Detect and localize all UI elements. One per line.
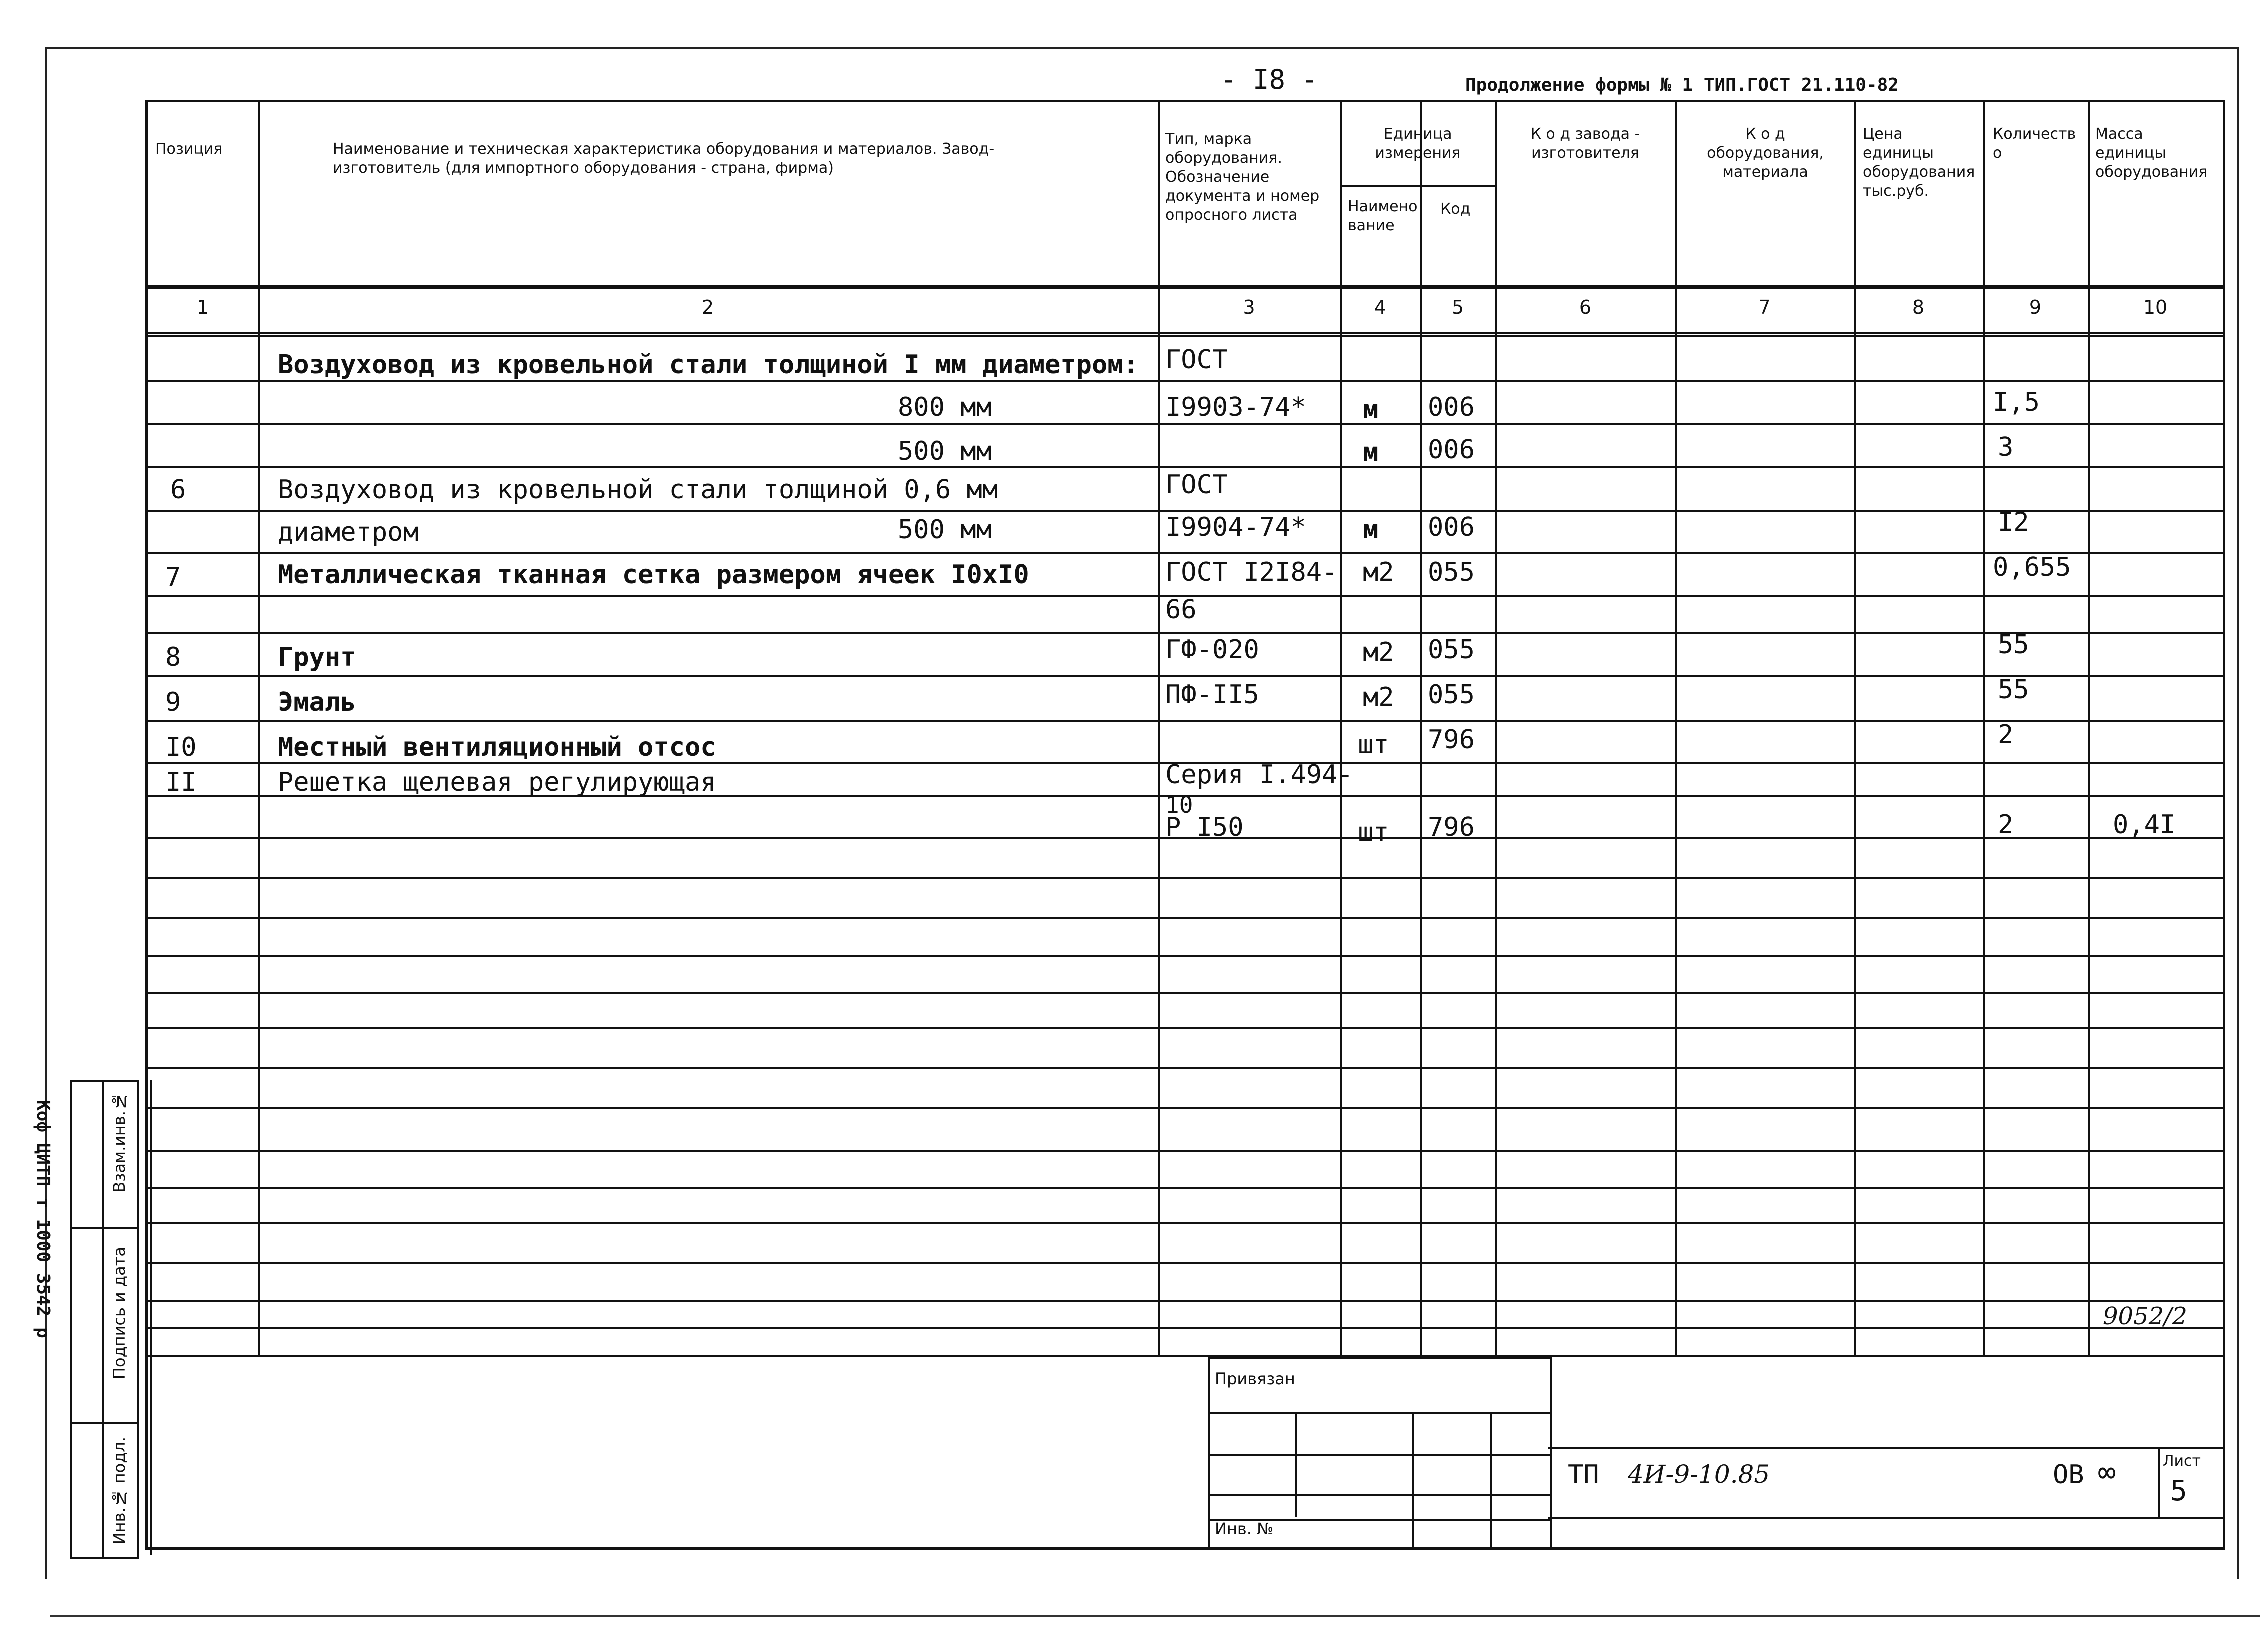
row-13-unit: шт	[1358, 818, 1389, 848]
row-9-qty: 55	[1998, 675, 2029, 705]
row-3-qty: 3	[1998, 432, 2014, 462]
row-8-pos: 8	[165, 642, 181, 672]
row-8-type: ГФ-020	[1165, 635, 1259, 665]
header-name: Наименование и техническая характеристика оборудования и материалов. Завод-изготовитель (для импортного оборудования - страна, фирма)	[333, 140, 995, 177]
header-unit-code: Код	[1440, 200, 1471, 218]
row-6-code: 055	[1428, 558, 1475, 588]
privyazan-box	[1208, 1358, 1552, 1549]
form-continuation: Продолжение формы № 1 ТИП.ГОСТ 21.110-82	[1465, 75, 1899, 96]
header-mass: Масса единицы оборудования	[2095, 126, 2208, 181]
row-3-unit: м	[1363, 438, 1379, 468]
colnum-2: 2	[701, 296, 714, 318]
row-10-pos: I0	[165, 732, 197, 762]
row-3-code: 006	[1428, 435, 1475, 465]
inv-label: Инв.№ подл.	[110, 1437, 129, 1545]
row-8-code: 055	[1428, 635, 1475, 665]
header-unit-name: Наименование	[1348, 198, 1418, 234]
row-13-code: 796	[1428, 812, 1475, 842]
infinity-icon: ∞	[2098, 1455, 2116, 1490]
row-6-unit: м2	[1363, 558, 1394, 588]
row-11-pos: II	[165, 768, 197, 798]
row-13-type: Р I50	[1165, 812, 1244, 842]
row-8-qty: 55	[1998, 630, 2029, 660]
row-10-unit: шт	[1358, 730, 1389, 760]
inv-no-label: Инв. №	[1215, 1520, 1274, 1538]
doc-code: 4И-9-10.85	[1628, 1460, 1770, 1489]
colnum-10: 10	[2143, 296, 2168, 318]
row-9-name: Эмаль	[278, 688, 356, 718]
header-price: Цена единицы оборудования тыс.руб.	[1863, 126, 1975, 200]
colnum-9: 9	[2029, 296, 2042, 318]
colnum-6: 6	[1579, 296, 1592, 318]
row-11-name: Решетка щелевая регулирующая	[278, 768, 716, 798]
privyazan-label: Привязан	[1215, 1370, 1295, 1388]
row-2-type: I9903-74*	[1165, 392, 1306, 422]
ov-label: ОВ	[2053, 1460, 2084, 1490]
row-6-type: ГОСТ I2I84-	[1165, 558, 1338, 588]
row-8-name: Грунт	[278, 642, 356, 672]
row-2-name: 800 мм	[898, 392, 992, 422]
row-13-mass: 0,4I	[2113, 810, 2176, 840]
page-number: - I8 -	[1220, 64, 1318, 96]
header-position: Позиция	[155, 140, 223, 158]
row-3-name: 500 мм	[898, 436, 992, 466]
row-8-unit: м2	[1363, 638, 1394, 668]
row-6-qty: 0,655	[1993, 552, 2071, 582]
sheet-number: 5	[2170, 1475, 2187, 1508]
row-10-code: 796	[1428, 725, 1475, 755]
header-type: Тип, марка оборудования. Обозначение документа и номер опросного листа	[1165, 130, 1320, 224]
row-1-type: ГОСТ	[1165, 345, 1228, 375]
row-6-name: Металлическая тканная сетка размером ячеек I0xI0	[278, 560, 1029, 590]
colnum-1: 1	[196, 296, 209, 318]
tp-label: ТП	[1568, 1460, 1599, 1490]
row-2-qty: I,5	[1993, 388, 2040, 418]
header-quantity: Количество	[1993, 126, 2076, 162]
colnum-7: 7	[1758, 296, 1771, 318]
vzam-label: Взам.инв.№	[110, 1092, 129, 1193]
row-7-type: 66	[1165, 595, 1197, 625]
row-1-name: Воздуховод из кровельной стали толщиной I мм диаметром:	[278, 350, 1139, 380]
row-10-name: Местный вентиляционный отсос	[278, 732, 716, 762]
row-5-qty: I2	[1998, 508, 2029, 538]
podpis-label: Подпись и дата	[110, 1247, 129, 1380]
row-5-name: диаметром	[278, 518, 419, 548]
header-plant-code: К о д завода - изготовителя	[1530, 126, 1640, 162]
specification-table	[145, 100, 2225, 1358]
print-stamp: Коф ЦИТП т 1000 3542 р	[33, 1100, 53, 1338]
side-stamp-block	[70, 1080, 139, 1559]
row-6-pos: 7	[165, 562, 181, 592]
row-9-code: 055	[1428, 680, 1475, 710]
sheet-label: Лист	[2163, 1452, 2201, 1470]
row-5-code: 006	[1428, 512, 1475, 542]
bottom-rule	[50, 1615, 2260, 1617]
row-10-qty: 2	[1998, 720, 2014, 750]
header-unit: Единица измерения	[1375, 126, 1461, 162]
row-13-qty: 2	[1998, 810, 2014, 840]
row-5-type: I9904-74*	[1165, 512, 1306, 542]
row-4-type: ГОСТ	[1165, 470, 1228, 500]
row-12-type: 10	[1165, 792, 1193, 818]
handwritten-number: 9052/2	[2103, 1302, 2187, 1330]
row-2-code: 006	[1428, 392, 1475, 422]
row-2-unit: м	[1363, 395, 1379, 425]
colnum-3: 3	[1243, 296, 1255, 318]
colnum-4: 4	[1374, 296, 1387, 318]
side-divider	[135, 1080, 152, 1555]
row-5-name2: 500 мм	[898, 515, 992, 545]
row-5-unit: м	[1363, 515, 1379, 545]
header-material-code: К о д оборудования, материала	[1707, 126, 1824, 181]
row-9-pos: 9	[165, 688, 181, 718]
row-11-type: Серия I.494-	[1165, 760, 1353, 790]
colnum-5: 5	[1451, 296, 1464, 318]
row-4-name: Воздуховод из кровельной стали толщиной 0,6 мм	[278, 475, 998, 505]
colnum-8: 8	[1912, 296, 1925, 318]
row-9-type: ПФ-II5	[1165, 680, 1259, 710]
row-4-pos: 6	[170, 475, 186, 505]
row-9-unit: м2	[1363, 682, 1394, 712]
title-block	[145, 1352, 2225, 1550]
